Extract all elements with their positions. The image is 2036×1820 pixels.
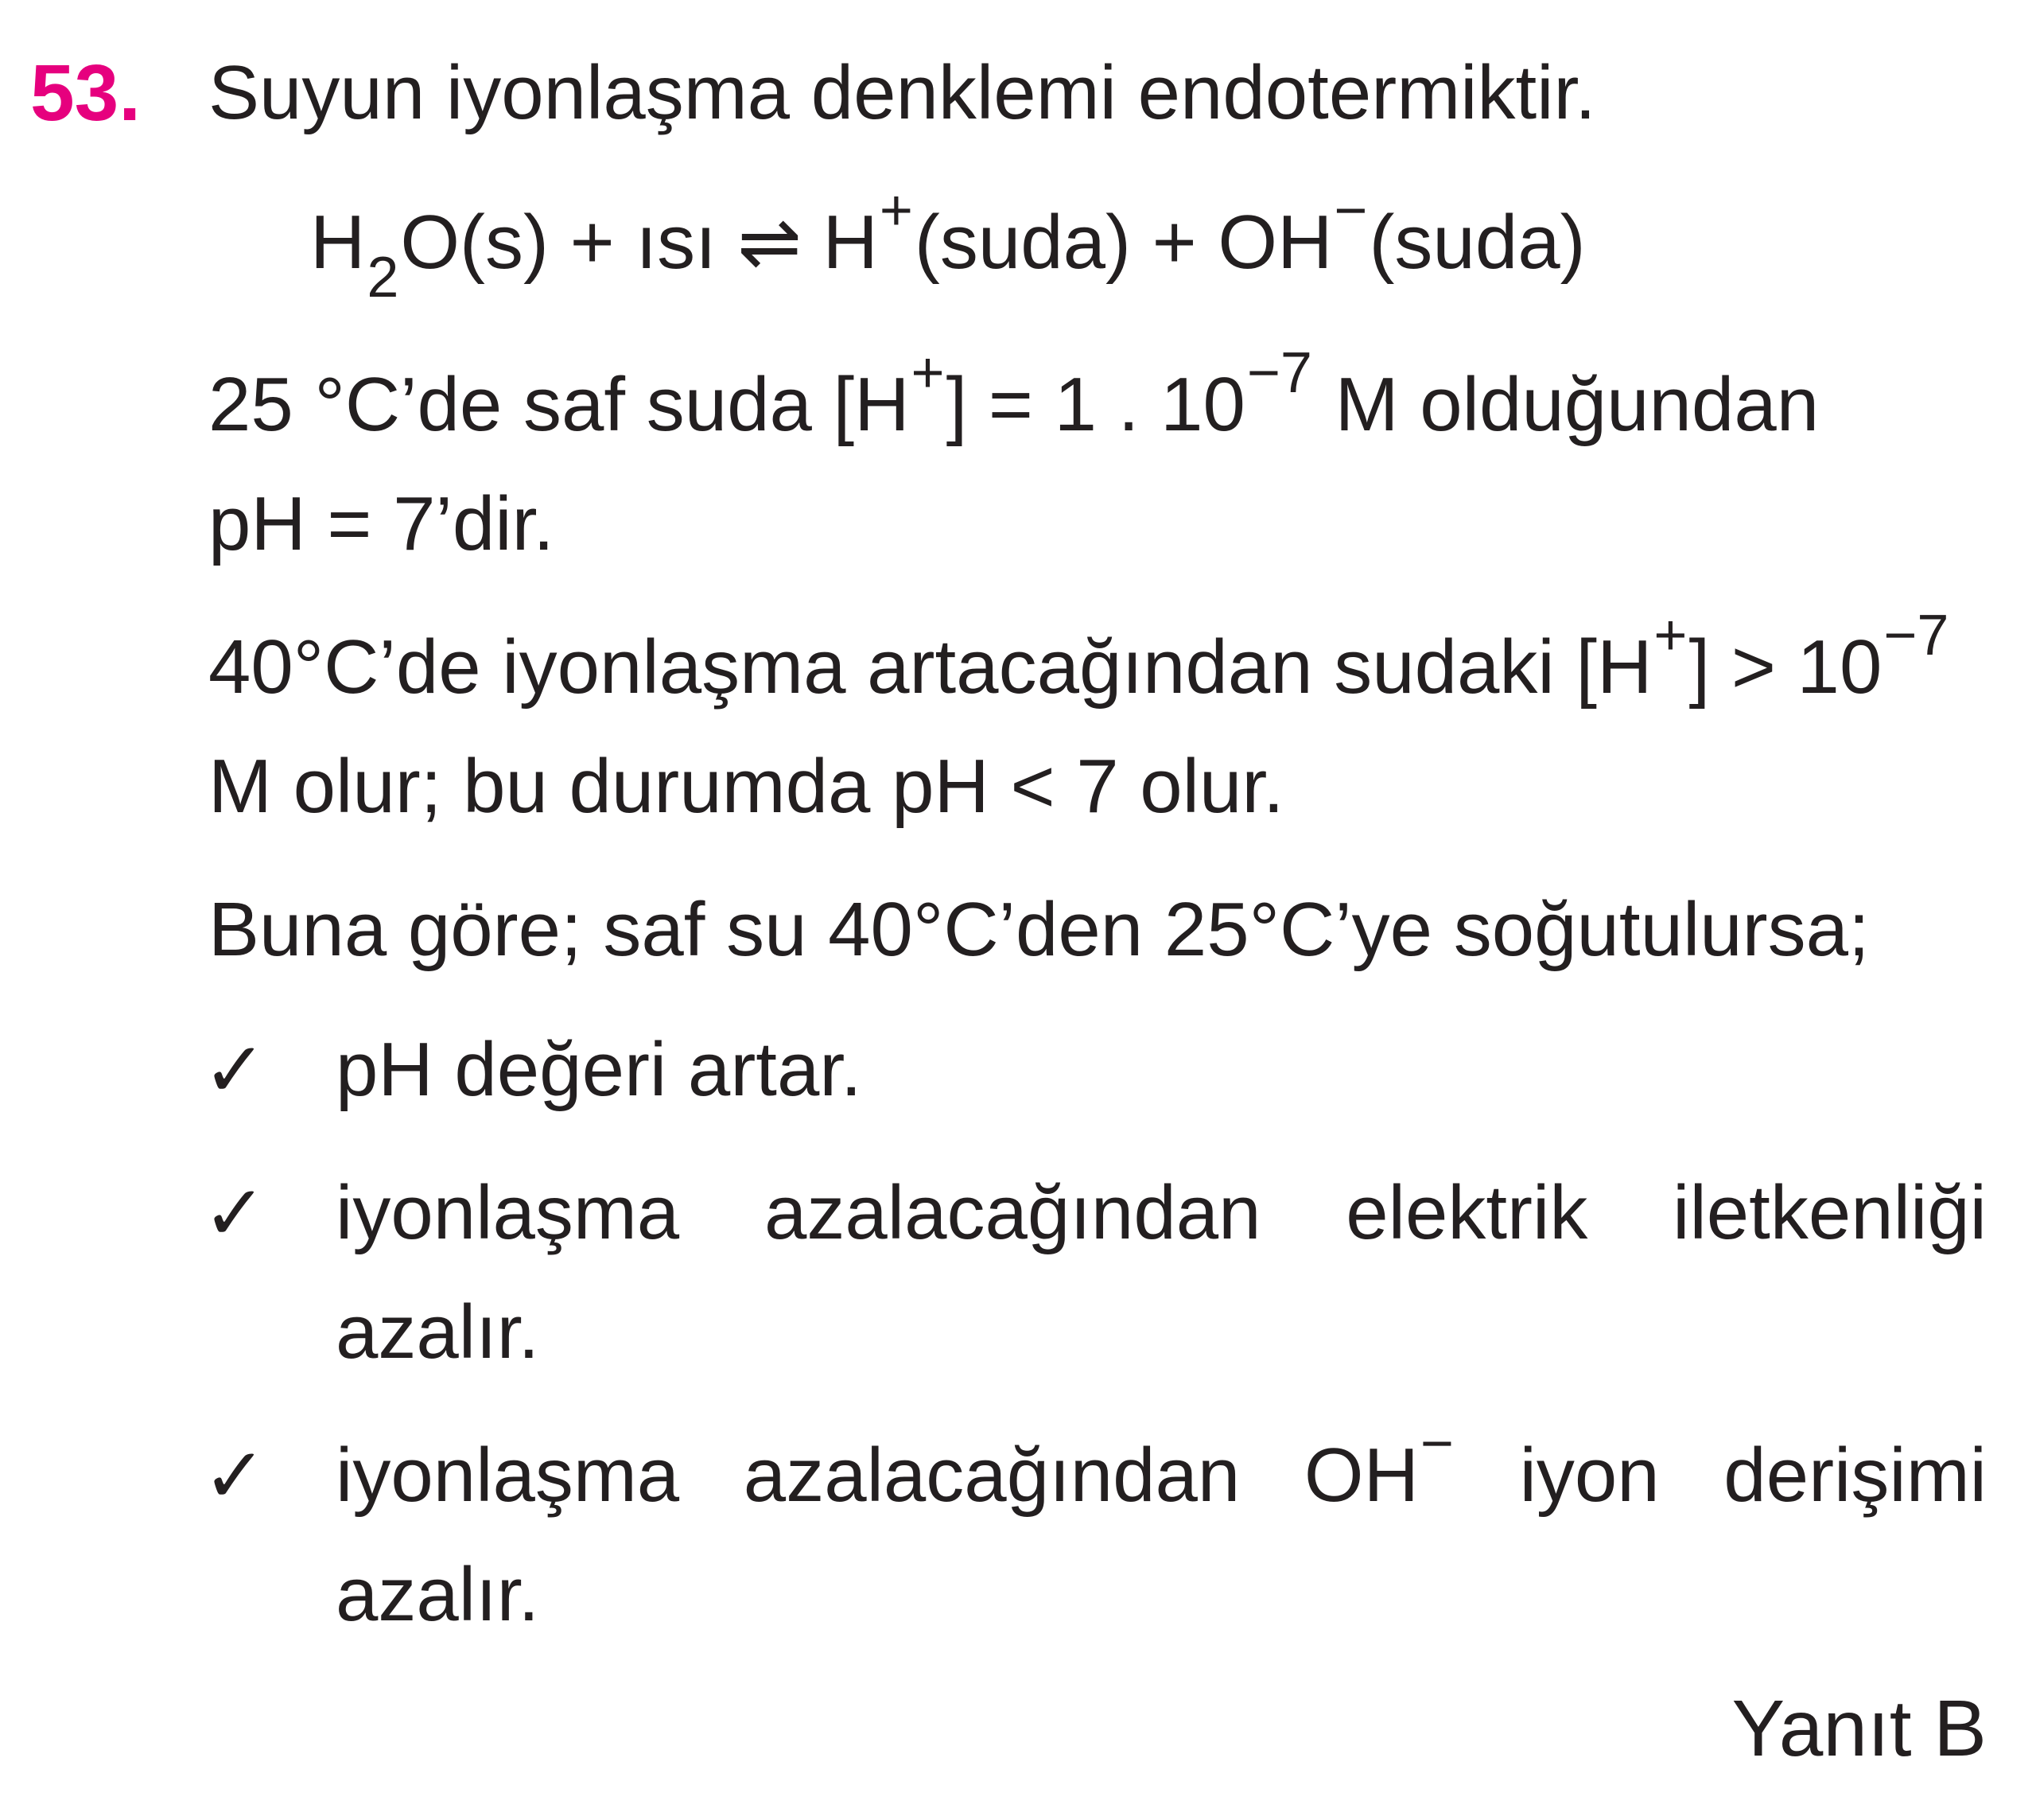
p1-b: ] = 1 . 10 (946, 362, 1245, 447)
b3-oh-charge: − (1420, 1412, 1454, 1476)
b3-word-4: iyon (1519, 1433, 1660, 1518)
eq-hydrogen: H (801, 200, 878, 285)
b3-word-5: derişimi (1723, 1433, 1987, 1518)
b3-word-1: iyonlaşma (336, 1433, 680, 1518)
b3-word-2: azalacağından (743, 1433, 1241, 1518)
eq-subscript-2: 2 (367, 246, 399, 309)
eq-end: (suda) (1369, 200, 1586, 285)
eq-h-charge: + (879, 179, 913, 243)
b3-oh: OH (1304, 1433, 1419, 1518)
equilibrium-arrow-icon: ⇌ (737, 200, 802, 285)
p1-sup1: + (911, 341, 945, 405)
b2-word-1: iyonlaşma (336, 1170, 680, 1255)
b2-word-3: elektrik (1346, 1170, 1588, 1255)
paragraph-25c-line1 (208, 341, 1820, 463)
checkmark-icon: ✓ (203, 1025, 267, 1114)
bullet-3-line2: azalır. (336, 1552, 540, 1637)
p2-sup1: + (1653, 604, 1688, 667)
checkmark-icon: ✓ (203, 1431, 267, 1520)
p2-sup2: −7 (1883, 604, 1949, 667)
bullet-2-line2: azalır. (336, 1289, 540, 1375)
paragraph-cooling: Buna göre; saf su 40°C’den 25°C’ye soğutulursa; (208, 887, 1870, 972)
p1-a: 25 °C’de saf suda [H (208, 362, 910, 447)
eq-middle: (suda) + OH (914, 200, 1333, 285)
b2-word-4: iletkenliği (1673, 1170, 1987, 1255)
eq-oh-charge: − (1334, 179, 1368, 243)
b3-word-3 (1304, 1412, 1455, 1534)
p2-b: ] > 10 (1688, 624, 1883, 710)
eq-water-heat: O(s) + ısı (400, 200, 738, 285)
question-number: 53. (30, 49, 142, 138)
paragraph-40c-line1 (208, 604, 1950, 725)
bullet-3-line1 (336, 1412, 1987, 1534)
question-intro: Suyun iyonlaşma denklemi endotermiktir. (208, 50, 1596, 135)
bullet-2-line1 (336, 1161, 1987, 1265)
p1-sup2: −7 (1246, 341, 1312, 405)
b2-word-2: azalacağından (764, 1170, 1261, 1255)
ionization-equation (310, 179, 1586, 309)
checkmark-icon: ✓ (203, 1169, 267, 1258)
eq-h: H (310, 200, 366, 285)
paragraph-40c-line2: M olur; bu durumda pH < 7 olur. (208, 744, 1284, 829)
paragraph-25c-line2: pH = 7’dir. (208, 481, 554, 566)
p1-c: M olduğundan (1313, 362, 1820, 447)
p2-a: 40°C’de iyonlaşma artacağından sudaki [H (208, 624, 1653, 710)
answer-label: Yanıt B (1731, 1684, 1987, 1773)
bullet-1: pH değeri artar. (336, 1027, 862, 1112)
